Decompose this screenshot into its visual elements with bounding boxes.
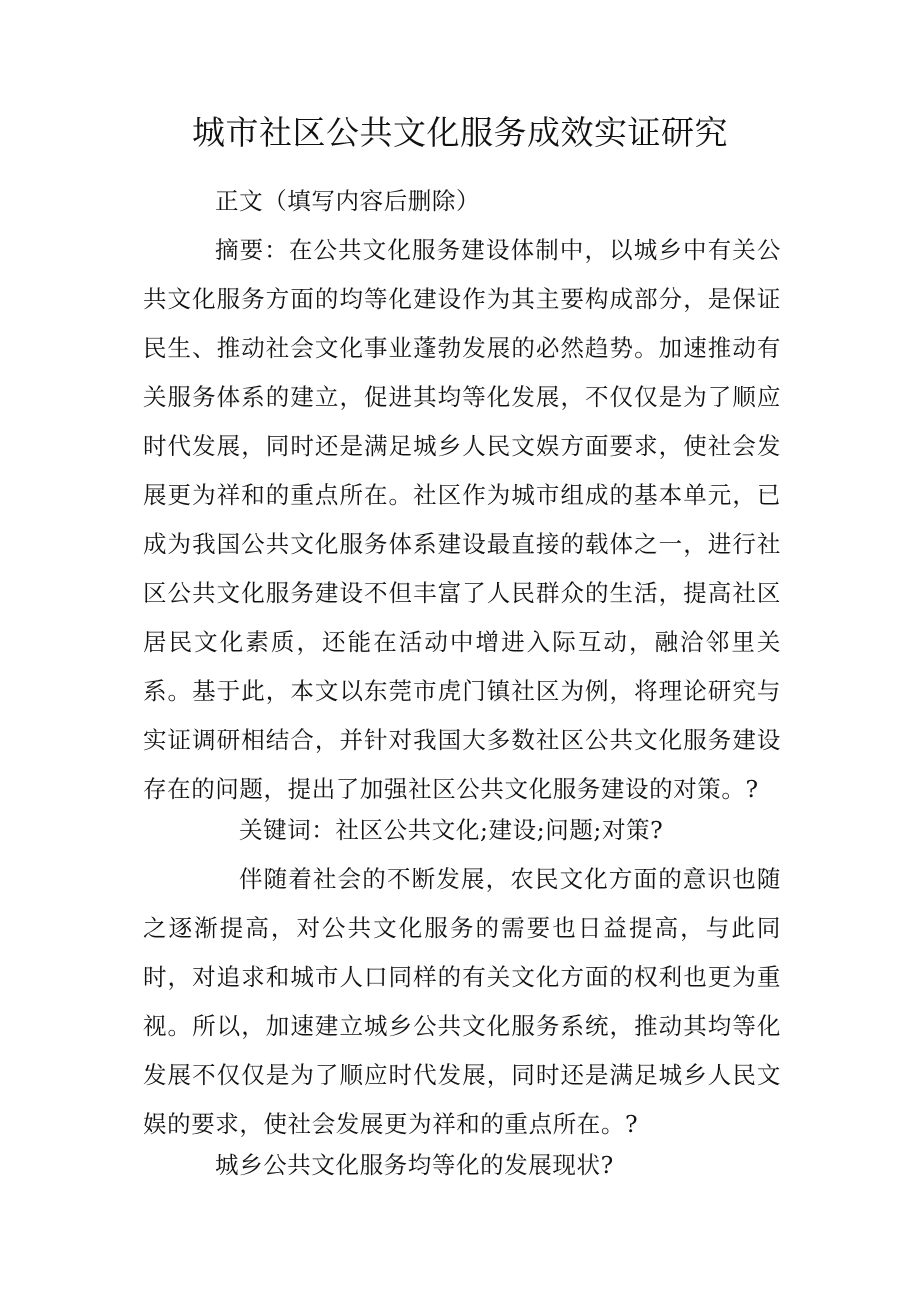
section-heading: 城乡公共文化服务均等化的发展现状? <box>215 1151 614 1179</box>
body-paragraph: 伴随着社会的不断发展，农民文化方面的意识也随之逐渐提高，对公共文化服务的需要也日益提高，与此同时，对追求和城市人口同样的有关文化方面的权利也更为重视。所以，加速建立城乡公共文化服务系统，推动其均等化发展不仅仅是为了顺应时代发展，同时还是满足城乡人民文娱的要求，使社会发展更为祥和的重点所在。? <box>143 865 781 1138</box>
abstract-paragraph: 摘要：在公共文化服务建设体制中，以城乡中有关公共文化服务方面的均等化建设作为其主要构成部分，是保证民生、推动社会文化事业蓬勃发展的必然趋势。加速推动有关服务体系的建立，促进其均等化发展，不仅仅是为了顺应时代发展，同时还是满足城乡人民文娱方面要求，使社会发展更为祥和的重点所在。社区作为城市组成的基本单元，已成为我国公共文化服务体系建设最直接的载体之一，进行社区公共文化服务建设不但丰富了人民群众的生活，提高社区居民文化素质，还能在活动中增进入际互动，融洽邻里关系。基于此，本文以东莞市虎门镇社区为例，将理论研究与实证调研相结合，并针对我国大多数社区公共文化服务建设存在的问题，提出了加强社区公共文化服务建设的对策。? <box>143 236 781 803</box>
keywords-line: 关键词：社区公共文化;建设;问题;对策? <box>239 816 664 844</box>
document-title: 城市社区公共文化服务成效实证研究 <box>192 113 728 152</box>
placeholder-note: 正文（填写内容后删除） <box>215 187 481 215</box>
